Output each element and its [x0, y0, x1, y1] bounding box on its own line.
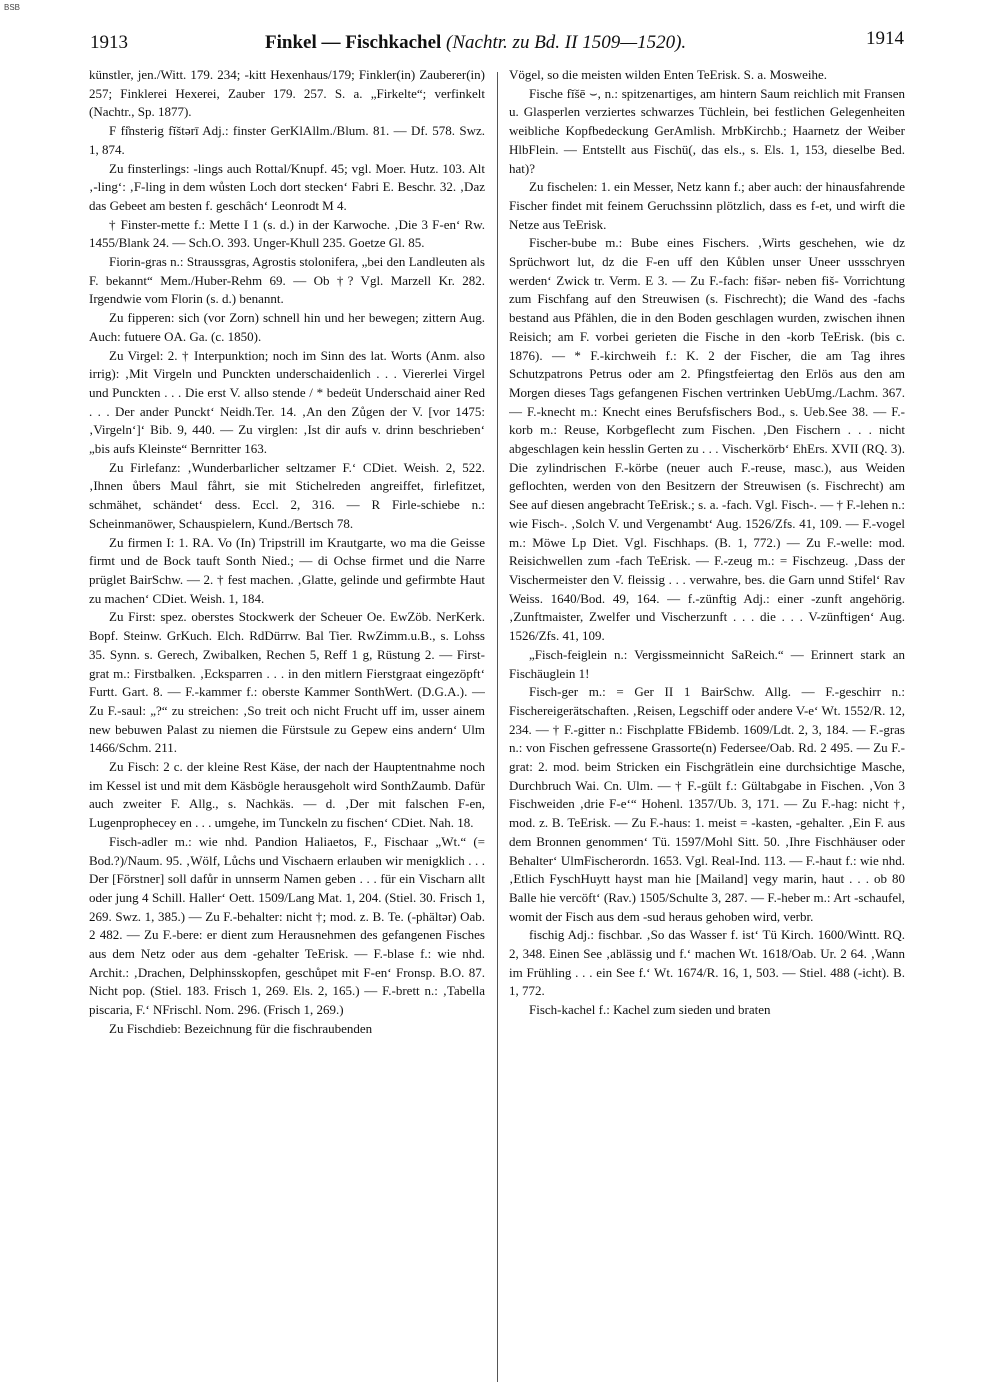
column-divider	[497, 72, 498, 1382]
entry: Zu finsterlings: -lings auch Rottal/Knupf. 45; vgl. Moer. Hutz. 103. Alt ‚-ling‘: ‚F-ling in dem wůsten Loch dort stecken‘ Fabri E. Beschr. 32. ‚Daz das Gebeet am besten f. geschâch‘ Leonrodt M 4.	[89, 160, 485, 213]
entry: Fiorin-gras n.: Straussgras, Agrostis stolonifera, „bei den Landleuten als F. bekannt“ Mem./Huber-Rehm 69. — Ob †? Vgl. Marzell Kr. 282. Irgendwie vom Florin (s. d.) benannt.	[89, 254, 485, 307]
entry: Fisch-ger m.: = Ger II 1 BairSchw. Allg. — F.-geschirr n.: Fischereigerätschaften. ‚Reisen, Legschiff oder andere V-e‘ Wt. 1552/R. 12, 234. — † F.-gitter n.: Fischplatte FBidemb. 1609/Ldt. 2, 3, 184. — F.-gras n.: von Fischen gefressene Grassorte(n) Federsee/Oab. Rd. 2 495. — Zu F.-grat: 2. mod. beim Stricken ein Fischgrätlein eine durchsichtige Masche, Durchbruch Wai. Cn. Ulm. — † F.-gült f.: Gültabgabe in Fischen. ‚Von 3 Fischweiden ‚drie F-e‘“ Hohenl. 1357/Ub. 3, 171. — Zu F.-hag: nicht †, mod. z. B. TeErisk. — Zu F.-haus: 1. meist = -kasten, -gehalter. ‚Ein F. aus dem Bronnen genommen‘ Tü. 1597/Mohl Sitt. 50. ‚Ihre Fischhäuser oder Behalter‘ UlmFischerordn. 1653. Vgl. Real-Ind. 113. — F.-haut f.: wie nhd. ‚Etlich FyschHuytt hayst man hie [Mailand] vegy marin, haut . . . ob 80 Balle hie vercöft‘ (Rav.) 1505/Schulte 3, 287. — F.-heber m.: Art -schaufel, womit der Fisch aus dem -sud heraus gehoben wird, verbr.	[509, 684, 905, 924]
title-sub: (Nachtr. zu Bd. II 1509—1520).	[446, 32, 687, 53]
entry: „Fisch-feiglein n.: Vergissmeinnicht SaReich.“ — Erinnert stark an Fischäuglein 1!	[509, 646, 905, 681]
title-main: Finkel — Fischkachel	[265, 32, 442, 53]
entry: Zu Fisch: 2 c. der kleine Rest Käse, der nach der Hauptentnahme noch im Kessel ist und mit dem Käsbögle herausgeholt wird SonthZaumb. Dafür auch zweiter F. Allg., s. Nachkäs. — d. ‚Der mit falschen F-en, Lugenprophecey en . . . umgehe, im Tunckeln zu fischen‘ CDiet. Nah. 18.	[89, 759, 485, 831]
entry: Zu Fischdieb: Bezeichnung für die fischraubenden	[109, 1020, 373, 1036]
entry: Fisch-kachel f.: Kachel zum sieden und braten	[529, 1002, 771, 1018]
entry: Zu Virgel: 2. † Interpunktion; noch im Sinn des lat. Worts (Anm. also irrig): ‚Mit Virgeln und Punckten underschaidenlich . . . Viererlei Virgel und Punckten . . . Die erst V. allso stende / * bedeüt Underschaid ainer Red . . . Der ander Punckt‘ Neidh.Ter. 14. ‚An den Zůgen der V. [vor 1475: ‚Virgeln‘]‘ Bib. 9, 440. — Zu virglen: ‚Ist dir aufs v. drinn beschrieben‘ „bis aufs Kleinste“ Bernritter 163.	[89, 347, 485, 457]
entry: Zu fipperen: sich (vor Zorn) schnell hin und her bewegen; zittern Aug. Auch: futuere OA. Ga. (c. 1850).	[89, 310, 485, 344]
entry: † Finster-mette f.: Mette I 1 (s. d.) in der Karwoche. ‚Die 3 F-en‘ Rw. 1455/Blank 24. — Sch.O. 393. Unger-Khull 235. Goetze Gl. 85.	[89, 216, 485, 251]
entry: Zu fischelen: 1. ein Messer, Netz kann f.; aber auch: der hinausfahrende Fischer findet mit feinem Geruchssinn plötzlich, dass es f-et, und wirft die Netze aus TeErisk.	[509, 179, 905, 232]
running-head	[90, 30, 904, 56]
entry: Fische fĭšē ⌣, n.: spitzenartiges, am hintern Saum reichlich mit Fransen u. Glasperlen verziertes schwarzes Tüchlein, bei festlichen Gelegenheiten weibliche Kopfbedeckung GerAmlish. MrbKirchb.; Haarnetz der Weiber HlbFlein. — Entstellt aus Fischü(, das els., s. Els. 1, 153, dieselbe Bed. hat)?	[509, 85, 905, 176]
library-mark: BSB	[4, 3, 21, 12]
columns	[89, 66, 905, 1388]
entry: F fi̊nsterig fĭštərī Adj.: finster GerKlAllm./Blum. 81. — Df. 578. Swz. 1, 874.	[89, 123, 485, 157]
entry: Zu Firlefanz: ‚Wunderbarlicher seltzamer F.‘ CDiet. Weish. 2, 522. ‚Ihnen ůbers Maul fåhrt, sie mit Stichelreden angreiffet, firlefitzet, schmähet, schändet‘ dess. Eccl. 2, 316. — R Firle-schiebe n.: Scheinmanöwer, Schauspielern, Kund./Bertsch 78.	[89, 459, 485, 531]
entry: Zu firmen I: 1. RA. Vo (In) Tripstrill im Krautgarte, wo ma die Geisse firmt und de Bock tauft Sonth Nied.; — di Ochse firmet und die Narre prüglet BairSchw. — 2. † fest machen. ‚Glatte, gelinde und gefirmbte Haut zu machen‘ CDiet. Weish. 1, 184.	[89, 534, 485, 606]
left-column	[89, 66, 485, 1388]
entry: künstler, jen./Witt. 179. 234; -kitt Hexenhaus/179; Finkler(in) Zauberer(in) 257; Finklerei Hexerei, Zauber 179. 257. S. a. „Firkelte“; verfinkelt (Nachtr., Sp. 1877).	[89, 67, 485, 120]
page-title	[265, 32, 686, 54]
right-column	[509, 66, 905, 1388]
page-number-right: 1914	[866, 28, 904, 49]
entry: fischig Adj.: fischbar. ‚So das Wasser f. ist‘ Tü Kirch. 1600/Wintt. RQ. 2, 348. Einen See ‚ablässig und f.‘ machen Wt. 1618/Oab. Ur. 2 64. ‚Wann im Frühling . . . ein See f.‘ Wt. 1674/R. 16, 1, 503. — Stiel. 488 (-icht). B. 1, 772.	[509, 927, 905, 999]
page-number-left: 1913	[90, 32, 128, 53]
entry: Fischer-bube m.: Bube eines Fischers. ‚Wirts geschehen, wie dz Sprüchwort lut, dz die F-en uff den Kůblen unser Uneer ussschryen werden‘ Zwick tr. Verm. E 3. — Zu F.-fach: fišər- neben fiš- Vorrichtung zum Fischfang auf den Streuwisen (s. Fischrecht); die Wand des -fachs bestand aus Pfählen, die in den Boden geschlagen wurden, zwischen ihnen Reisich; am F. vorbei gerieten die Fische in den -korb TeErisk. (bis c. 1876). — * F.-kirchweih f.: K. 2 der Fischer, die am Tag ihres Schutzpatrons Petrus oder am 2. Pfingstfeiertag den Erlös aus den am Morgen dieses Tags gefangenen Fischen vertrinken UebUmg./Lachm. 367. — F.-knecht m.: Knecht eines Berufsfischers Bod., s. Ueb.See 38. — F.-korb m.: Reuse, Korbgeflecht zum Fischen. ‚Den Fischern . . . nicht abgeschlagen kein hesslin Gerten zu . . . Vischerkörb‘ EhErs. XVII (RQ. 3). Die zylindrischen F.-körbe (neuer auch F.-reuse, masc.), aus Weiden geflochten, werden von den Besitzern der Streuwisen (s. Fischrecht) am See auf diesen angebracht TeErisk.; s. a. -fach. Vgl. Fisch-. — † F.-lehen n.: wie Fisch-. ‚Solch V. und Vergenambt‘ Aug. 1526/Zfs. 41, 109. — F.-vogel m.: Möwe Lp Diet. Vgl. Fischhaps. (B. 1, 772.) — Zu F.-welle: mod. Reisichwellen zum -fach TeErisk. — F.-zeug m.: = Fischzeug. ‚Dass der Vischermeister den V. fleissig . . . verwahre, bes. die Garn unnd Stifel‘ Rav Weiss. 1640/Bod. 49, 164. — f.-zünftig Adj.: einer -zunft angehörig. ‚Zunftmaister, Zwelfer und Vischerzunft . . . die . . . V-zünftigen‘ Aug. 1526/Zfs. 41, 109.	[509, 235, 905, 644]
entry: Vögel, so die meisten wilden Enten TeErisk. S. a. Mosweihe.	[509, 67, 828, 82]
entry: Zu First: spez. oberstes Stockwerk der Scheuer Oe. EwZöb. NerKerk. Bopf. Steinw. GrKuch. Elch. RdDürrw. Bal Tier. RwZimm.u.B., s. Lohss 35. Synn. s. Gerech, Zwibalken, Rechen 5, Reff 1 g, Rüstung 2. — First-grat m.: Firstbalken. ‚Ecksparren . . . in den mitlern Fierstgraat eingezöpft‘ Furtt. Gart. 8. — F.-kammer f.: oberste Kammer SonthWert. (D.G.A.). — Zu F.-saul: „?“ zu streichen: ‚So treit och nicht Frucht uff im, usser ainem new bebuwen Palast zu niemen die Fürstsule zu Gepew eins andern‘ Ulm 1466/Schm. 211.	[89, 609, 485, 756]
entry: Fisch-adler m.: wie nhd. Pandion Haliaetos, F., Fischaar „Wt.“ (= Bod.?)/Naum. 95. ‚Wölf, Lůchs und Vischaern erlauben wir menigklich . . . Der [Förstner] soll dafůr in unnserm Namen geben . . . für ein Vischarn allt oder jung 4 Schill. Haller‘ Oett. 1509/Lang Mat. 1, 204. (Stiel. 30. Frisch 1, 269. Swz. 1, 385.) — Zu F.-behalter: nicht †; mod. z. B. Te. (-phältər) Oab. 2 482. — Zu F.-bere: er dient zum Herausnehmen des gefangenen Fisches aus dem Netz oder aus dem -gehalter TeErisk. — F.-blase f.: wie nhd. Archit.: ‚Drachen, Delphinsskopfen, geschůpet mit F-en‘ Fronsp. B.O. 87. Nicht pop. (Stiel. 183. Frisch 1, 269. Els. 2, 165.) — F.-brett n.: ‚Tabella piscaria, F.‘ NFrischl. Nom. 296. (Frisch 1, 269.)	[89, 833, 485, 1018]
